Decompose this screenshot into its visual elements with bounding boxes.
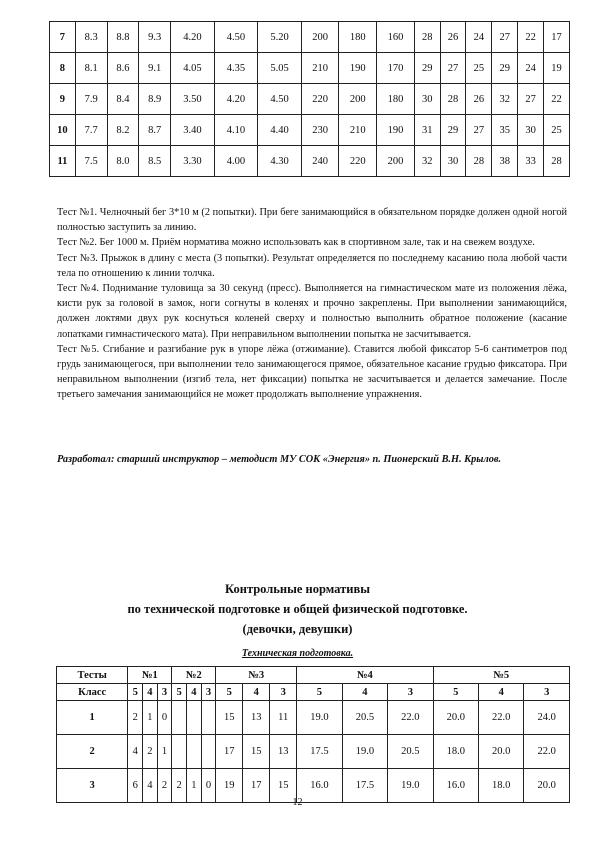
grade-header: 4: [243, 684, 270, 701]
value-cell: 33: [518, 146, 544, 177]
value-cell: 11: [270, 701, 297, 735]
value-cell: 22: [544, 84, 570, 115]
value-cell: 3.50: [171, 84, 215, 115]
value-cell: 4.50: [258, 84, 302, 115]
norms-table-technical: [56, 666, 570, 803]
value-cell: [201, 701, 216, 735]
value-cell: 7.5: [75, 146, 107, 177]
value-cell: [172, 735, 187, 769]
value-cell: 4.50: [214, 22, 258, 53]
value-cell: [186, 735, 201, 769]
value-cell: 22.0: [388, 701, 433, 735]
grade-header: 3: [201, 684, 216, 701]
value-cell: 8.8: [107, 22, 139, 53]
value-cell: 7.7: [75, 115, 107, 146]
value-cell: 38: [492, 146, 518, 177]
value-cell: 210: [339, 115, 377, 146]
value-cell: 32: [492, 84, 518, 115]
value-cell: 3.30: [171, 146, 215, 177]
table-row: [57, 701, 570, 735]
value-cell: 2: [172, 769, 187, 803]
value-cell: 4: [143, 769, 158, 803]
value-cell: 15: [216, 701, 243, 735]
value-cell: 210: [301, 53, 339, 84]
value-cell: 220: [339, 146, 377, 177]
value-cell: 200: [339, 84, 377, 115]
value-cell: 8.4: [107, 84, 139, 115]
value-cell: 220: [301, 84, 339, 115]
test-header-3: №3: [216, 667, 297, 684]
value-cell: 18.0: [433, 735, 478, 769]
value-cell: 30: [518, 115, 544, 146]
value-cell: 19.0: [388, 769, 433, 803]
value-cell: 4.00: [214, 146, 258, 177]
value-cell: 17: [243, 769, 270, 803]
value-cell: 16.0: [297, 769, 342, 803]
section-title-line2: по технической подготовке и общей физической подготовке.: [127, 602, 468, 616]
value-cell: 28: [440, 84, 466, 115]
value-cell: 16.0: [433, 769, 478, 803]
value-cell: 2: [128, 701, 143, 735]
page-number: 12: [292, 797, 303, 808]
grade-header: 5: [216, 684, 243, 701]
value-cell: 240: [301, 146, 339, 177]
value-cell: 2: [143, 735, 158, 769]
value-cell: 17: [544, 22, 570, 53]
value-cell: 20.5: [342, 701, 387, 735]
test-header-1: №1: [128, 667, 172, 684]
class-cell: 9: [50, 84, 76, 115]
author-credit: Разработал: старший инструктор – методист МУ СОК «Энергия» п. Пионерский В.Н. Крылов.: [57, 454, 502, 465]
table-row: [57, 735, 570, 769]
value-cell: 7.9: [75, 84, 107, 115]
value-cell: 5.05: [258, 53, 302, 84]
class-cell: 11: [50, 146, 76, 177]
value-cell: 30: [414, 84, 440, 115]
value-cell: 4.20: [214, 84, 258, 115]
class-cell: 3: [57, 769, 128, 803]
class-cell: 8: [50, 53, 76, 84]
value-cell: 26: [466, 84, 492, 115]
test-header-5: №5: [433, 667, 569, 684]
value-cell: 24.0: [524, 701, 570, 735]
value-cell: 1: [157, 735, 172, 769]
value-cell: 8.3: [75, 22, 107, 53]
value-cell: 28: [544, 146, 570, 177]
value-cell: 180: [339, 22, 377, 53]
value-cell: 20.0: [479, 735, 524, 769]
grade-header: 4: [143, 684, 158, 701]
value-cell: 190: [377, 115, 415, 146]
value-cell: 4.05: [171, 53, 215, 84]
value-cell: 5.20: [258, 22, 302, 53]
value-cell: 4.35: [214, 53, 258, 84]
section-title-line1: Контрольные нормативы: [225, 582, 370, 596]
section-title-line3: (девочки, девушки): [242, 622, 353, 636]
grade-header: 5: [128, 684, 143, 701]
class-cell: 1: [57, 701, 128, 735]
value-cell: 22.0: [479, 701, 524, 735]
norms-table-top: [49, 21, 570, 177]
value-cell: 1: [186, 769, 201, 803]
value-cell: 1: [143, 701, 158, 735]
value-cell: 2: [157, 769, 172, 803]
grade-header: 5: [297, 684, 342, 701]
test-3-text: Тест №3. Прыжок в длину с места (3 попытки). Результат определяется по последнему касанию пола любой части тела по отношению к линии толчка.: [57, 252, 567, 279]
test-1-text: Тест №1. Челночный бег 3*10 м (2 попытки). При беге занимающийся в обязательном порядке должен одной ногой полностью заступить за линию.: [57, 207, 567, 234]
grade-header: 3: [524, 684, 570, 701]
value-cell: 8.5: [139, 146, 171, 177]
value-cell: 20.0: [433, 701, 478, 735]
value-cell: 27: [518, 84, 544, 115]
value-cell: 9.1: [139, 53, 171, 84]
value-cell: 25: [466, 53, 492, 84]
value-cell: 4: [128, 735, 143, 769]
value-cell: 30: [440, 146, 466, 177]
value-cell: 35: [492, 115, 518, 146]
grade-header: 4: [342, 684, 387, 701]
value-cell: 0: [201, 769, 216, 803]
grade-header: 3: [157, 684, 172, 701]
grade-header: 3: [388, 684, 433, 701]
grade-header: 5: [433, 684, 478, 701]
value-cell: 9.3: [139, 22, 171, 53]
corner-class-label: Класс: [57, 684, 128, 701]
value-cell: 22.0: [524, 735, 570, 769]
value-cell: 22: [518, 22, 544, 53]
value-cell: 200: [377, 146, 415, 177]
grade-header: 4: [186, 684, 201, 701]
value-cell: 15: [243, 735, 270, 769]
test-descriptions: [57, 205, 567, 403]
value-cell: 17.5: [342, 769, 387, 803]
value-cell: 27: [492, 22, 518, 53]
value-cell: 19: [544, 53, 570, 84]
value-cell: 170: [377, 53, 415, 84]
value-cell: 4.30: [258, 146, 302, 177]
value-cell: 24: [466, 22, 492, 53]
value-cell: 25: [544, 115, 570, 146]
value-cell: 13: [243, 701, 270, 735]
value-cell: 3.40: [171, 115, 215, 146]
value-cell: 4.20: [171, 22, 215, 53]
value-cell: 19.0: [342, 735, 387, 769]
value-cell: 26: [440, 22, 466, 53]
value-cell: 31: [414, 115, 440, 146]
value-cell: 4.40: [258, 115, 302, 146]
value-cell: 8.7: [139, 115, 171, 146]
value-cell: 32: [414, 146, 440, 177]
test-4-text: Тест №4. Поднимание туловища за 30 секунд (пресс). Выполняется на гимнастическом мате из положения лёжа, кисти рук за головой в замок, ноги согнуты в коленях и прочно закреплены. При выполнении занимающийся, должен локтями двух рук коснуться коленей сверху и полностью выполнить обратное положение (касание лопатками гимнастического мата). При неправильном выполнении попытка не засчитывается.: [57, 283, 567, 340]
class-cell: 2: [57, 735, 128, 769]
value-cell: 27: [466, 115, 492, 146]
value-cell: 29: [440, 115, 466, 146]
value-cell: 15: [270, 769, 297, 803]
value-cell: 6: [128, 769, 143, 803]
value-cell: 17.5: [297, 735, 342, 769]
grade-header: 5: [172, 684, 187, 701]
table-row: [50, 22, 570, 53]
value-cell: 8.2: [107, 115, 139, 146]
value-cell: 20.5: [388, 735, 433, 769]
value-cell: 4.10: [214, 115, 258, 146]
table-row: [50, 115, 570, 146]
value-cell: 8.1: [75, 53, 107, 84]
value-cell: 200: [301, 22, 339, 53]
test-2-text: Тест №2. Бег 1000 м. Приём норматива можно использовать как в спортивном зале, так и на свежем воздухе.: [57, 237, 535, 249]
test-5-text: Тест №5. Сгибание и разгибание рук в упоре лёжа (отжимание). Ставится любой фиксатор 5-6 сантиметров под грудь занимающегося, при выполнении тело занимающегося прямое, обязательное касание грудью фиксатора. При неправильном выполнении (изгиб тела, нет фиксации) попытка не засчитывается и делается замечание. После третьего замечания занимающийся не может продолжать выполнение упражнения.: [57, 343, 567, 401]
value-cell: 28: [466, 146, 492, 177]
value-cell: 160: [377, 22, 415, 53]
class-cell: 10: [50, 115, 76, 146]
table-row: [50, 84, 570, 115]
value-cell: 190: [339, 53, 377, 84]
value-cell: 19.0: [297, 701, 342, 735]
value-cell: 24: [518, 53, 544, 84]
corner-tests-label: Тесты: [57, 667, 128, 684]
value-cell: 29: [414, 53, 440, 84]
section-subtitle: Техническая подготовка.: [241, 648, 354, 659]
value-cell: 27: [440, 53, 466, 84]
header-row-tests: [57, 667, 570, 684]
class-cell: 7: [50, 22, 76, 53]
grade-header: 3: [270, 684, 297, 701]
value-cell: [201, 735, 216, 769]
value-cell: 20.0: [524, 769, 570, 803]
header-row-grades: [57, 684, 570, 701]
table-row: [50, 53, 570, 84]
value-cell: 180: [377, 84, 415, 115]
value-cell: 17: [216, 735, 243, 769]
value-cell: 230: [301, 115, 339, 146]
test-header-4: №4: [297, 667, 433, 684]
value-cell: 8.6: [107, 53, 139, 84]
value-cell: 29: [492, 53, 518, 84]
value-cell: 0: [157, 701, 172, 735]
grade-header: 4: [479, 684, 524, 701]
value-cell: 28: [414, 22, 440, 53]
test-header-2: №2: [172, 667, 216, 684]
table-row: [50, 146, 570, 177]
value-cell: 13: [270, 735, 297, 769]
value-cell: 19: [216, 769, 243, 803]
value-cell: [172, 701, 187, 735]
value-cell: 8.0: [107, 146, 139, 177]
value-cell: 18.0: [479, 769, 524, 803]
value-cell: 8.9: [139, 84, 171, 115]
value-cell: [186, 701, 201, 735]
